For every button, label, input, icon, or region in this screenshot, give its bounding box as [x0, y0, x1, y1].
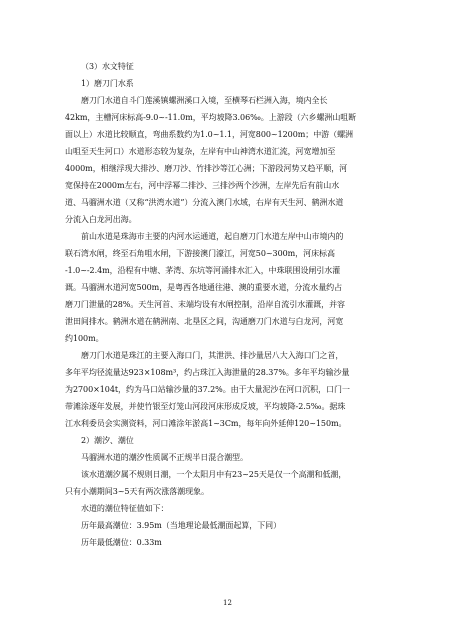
document-body [65, 58, 397, 551]
text-line: 水道的潮位特征值如下： [81, 504, 169, 513]
text-line: 磨刀门泄量的28%。天生河首、末端均设有水闸控制，沿岸自流引水灌溉，并容 [65, 300, 345, 309]
text-line: 1）磨刀门水系 [81, 79, 134, 88]
text-line: 约100m。 [65, 334, 104, 343]
page-number: 12 [223, 599, 232, 607]
text-line: （3）水文特征 [81, 62, 134, 71]
text-line: 为2700×104t，约为马口站输沙量的37.2%。由于大量泥沙在河口沉积，口门一 [65, 385, 350, 394]
text-line: 只有小潮期间3~5天有两次涨落潮现象。 [65, 487, 209, 496]
text-line: 该水道潮汐属不规则日潮，一个太阳月中有23~25天是仅一个高潮和低潮， [81, 470, 347, 479]
text-line: 磨刀门水道是珠江的主要入海口门，其泄洪、排沙量居八大入海口门之首， [81, 351, 344, 360]
text-line: 前山水道是珠海市主要的内河水运通道，起自磨刀门水道左岸中山市境内的 [81, 232, 344, 241]
text-line: 泄田间排水。鹤洲水道在鹤洲南、北垦区之间，沟通磨刀门水道与白龙河，河宽 [65, 317, 344, 326]
text-line: 江水利委员会实测资料，河口滩涂年淤高1~3Cm，每年向外延伸120~150m。 [65, 419, 347, 428]
text-line: 山咀至天生河口）水道形态较为复杂，左岸有中山神湾水道汇流，河宽增加至 [65, 147, 336, 156]
text-line: 42km，主槽河床标高-9.0~-11.0m，平均坡降3.06‰。上游段（六乡螺洲山咀断 [65, 113, 357, 122]
text-line: 2）潮汐、潮位 [81, 436, 134, 445]
text-line: 带滩涂逐年发展，并使竹银至灯笼山河段河床形成反坡，平均坡降-2.5‰。据珠 [65, 402, 346, 411]
text-line: 溉。马骝洲水道河宽500m，是粤西各地通往港、澳的重要水道，分流水量约占 [65, 283, 343, 292]
text-line: 联石湾水闸，终至石角咀水闸，下游接澳门濠江，河宽50~300m，河床标高 [65, 249, 335, 258]
text-line: 道、马骝洲水道（又称“洪湾水道”）分流入澳门水域，右岸有天生河、鹤洲水道 [65, 198, 344, 207]
text-line: 4000m，相继浮现大排沙、磨刀沙、竹排沙等江心洲；下游段河势又趋平顺，河 [65, 164, 348, 173]
text-line: 历年最高潮位：3.95m（当地理论最低潮面起算，下同） [81, 521, 282, 530]
text-line: 面以上）水道比较顺直，弯曲系数约为1.0~1.1，河宽800~1200m；中游（螺洲 [65, 130, 353, 139]
text-line: 历年最低潮位：0.33m [81, 538, 162, 547]
text-line: 多年平均径流量达923×108m³，约占珠江入海泄量的28.37%。多年平均输沙量 [65, 368, 350, 377]
text-line: -1.0~-2.4m，沿程有中塘、茅湾、东坑等河涌排水汇入，中珠联围设闸引水灌 [65, 266, 341, 275]
text-line: 磨刀门水道自斗门莲溪镇螺洲溪口入境，至横琴石栏洲入海，境内全长 [81, 96, 328, 105]
text-line: 马骝洲水道的潮汐性质属不正规半日混合潮型。 [81, 453, 248, 462]
text-line: 分流入白龙河出海。 [65, 215, 137, 224]
text-line: 宽保持在2000m左右，河中浮幂二排沙、三排沙两个沙洲，左岸先后有前山水 [65, 181, 340, 190]
